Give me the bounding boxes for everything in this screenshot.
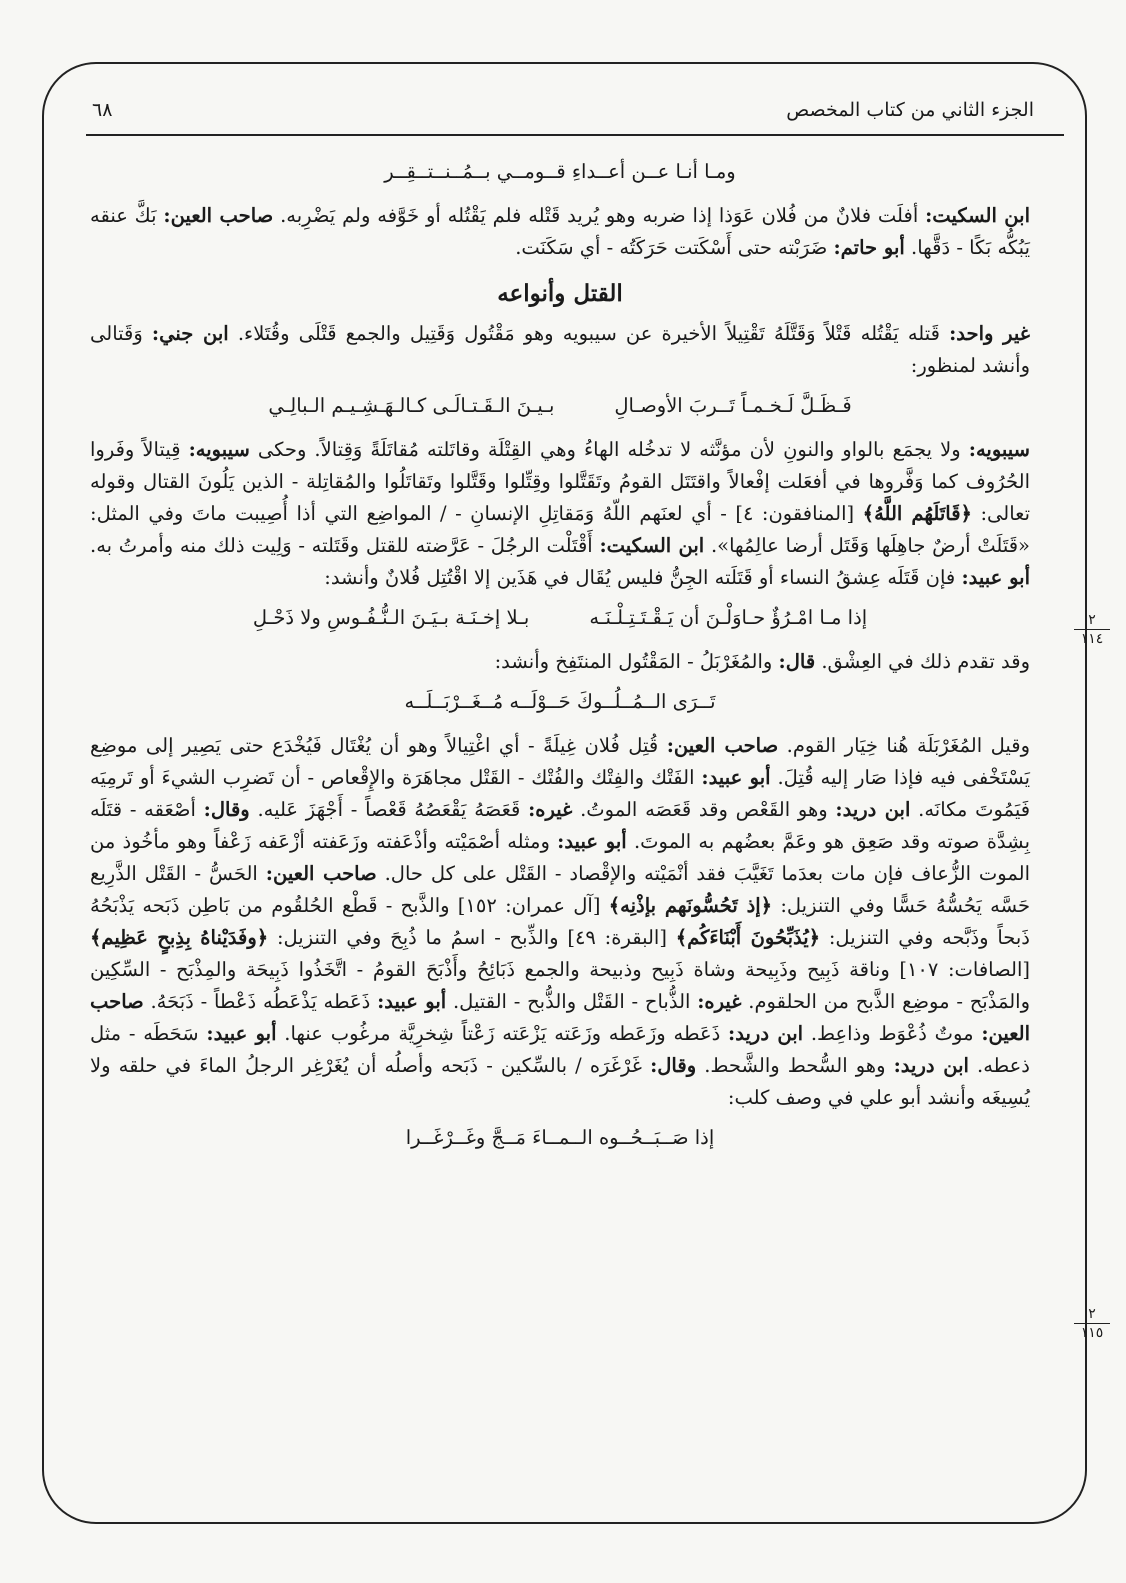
source-name: أبو عبيد: (377, 990, 447, 1013)
page-number: ٦٨ (92, 99, 113, 121)
paragraph: سيبويه: ولا يجمَع بالواو والنونِ لأن مؤنَّثه لا تدخُله الهاءُ وهي القِتْلَة وقاتَلته مُقاتَلَةً وَقِتالاً. وحكى سيبويه: قِيتالاً وفَروا الحُرُوف كما وَفَّروها في أفعَلت إفْعالاً واقتَتَل القومُ وتَقَتَّلوا وقِتِّلوا وقَتَّلوا وتَقاتَلُوا والمُقاتِلة - الذين يَلُونَ القتال وقوله تعالى: ﴿قَاتَلَهُم اللَّهُ﴾ [المنافقون: ٤] - أي لعنَهم اللّهُ وَمَقاتِلِ الإنسانِ - / المواضِع التي أذا أُصِيبت ماتَ وفي المثل: «قَتَلَتْ أرضٌ جاهِلَها وَقَتَل أرضا عالِمُها». ابن السكيت: أَقْتَلْت الرجُلَ - عَرَّضته للقتل وقَتَلته - وَلِيت ذلك منه وأمرتُ به. أبو عبيد: فإن قَتَلَه عِشقُ النساء أو قَتَلَته الجِنُّ فليس يُقَال في هَذَين إلا اقْتُتِل فُلانٌ وأنشد: (90, 438, 1031, 589)
source-name: قال: (778, 650, 816, 673)
header-rule (86, 134, 1064, 136)
source-name: سيبويه: (968, 438, 1031, 461)
source-name: غيره: (528, 798, 573, 821)
hemistich-right: إذا مـا امْـرُؤٌ حـاوَلْـنَ أن يَـقْـتَـتِـلْـنَـه (589, 606, 868, 629)
verse-line (90, 602, 1030, 634)
quran-quote: ﴿وفَدَيْناهُ بِذِبحٍ عَظِيم﴾ (90, 926, 269, 949)
paragraph: وقيل المُغَرْبَلَة هُنا خِيَار القوم. صاحب العين: قُتِل فُلان غِيلَةً - أي اغْتِيالاً وهو أن يُغْتَال فَيُخْدَع حتى يَصِير إلى موضِع يَسْتَخْفى فيه فإذا صَار إليه قُتِلَ. أبو عبيد: الفَتْك والفِتْك والفُتْك - القَتْل مجاهَرَة والإِقْعاص - أن تَضرِب الشيءَ أو تَرمِيَه فَيَمُوتَ مكانَه. ابن دريد: وهو القَعْص وقد قَعَصَه الموتُ. غيره: قَعَصَهُ يَقْعَصُهُ قَعْصاً - أَجْهَزَ عَليه. وقال: أصْعَقه - قتَلَه بِشِدَّة صوته وقد صَعِق هو وعَمَّ بعضُهم به الموتَ. أبو عبيد: ومثله أصْمَيْته وأذْعَفته وزَعَفته أزْعَفه زَعْفاً وهو مأخُوذ من الموت الزُّعاف فإن مات بعدَما تَغَيَّبَ فقد أنْمَيْته والإقْصاد - القَتْل على كل حال. صاحب العين: الحَسُّ - القَتْل الذَّرِيع حَسَّه يَحُسُّهُ حَسًّا وفي التنزيل: ﴿إذ تَحُسُّونَهم بإذْنِه﴾ [آل عمران: ١٥٢] والذَّبح - قَطْع الحُلقُوم من بَاطِن ذَبَحه يَذْبَحُهُ ذَبحاً وذَبَّحه وفي التنزيل: ﴿يُذَبِّحُونَ أَبْنَاءَكُم﴾ [البقرة: ٤٩] والذِّبح - اسمُ ما ذُبِحَ وفي التنزيل: ﴿وفَدَيْناهُ بِذِبحٍ عَظِيم﴾ [الصافات: ١٠٧] وناقة ذَبِيح وذَبِيحة وشاة ذَبِيح وذبيحة والجمع ذَبَائِحُ وأَذْبَحَ القومُ - اتَّخَذُوا ذَبِيحَة والمِذْبَح - السِّكِين والمَذْبَح - موضِع الذَّبح من الحلقوم. غيره: الذُّباح - القَتْل والذُّبح - القتيل. أبو عبيد: ذَعَطه يَذْعَطُه ذَعْطاً - ذَبَحَهُ. صاحب العين: موتٌ ذُعْوَط وذاعِط. ابن دريد: ذَعَطه وزَعَطه وزَعَته يَزْعَته زَعْتاً شِخرِيَّة مرغُوب عنها. أبو عبيد: سَحَطَه - مثل ذعطه. ابن دريد: وهو السُّحط والشَّحط. وقال: غَرْغَرَه / بالسِّكين - ذَبَحه وأصلُه أن يُغَرْغِر الرجلُ الماءَ في حلقه ولا يُسِيغَه وأنشد أبو علي في وصف كلب: (90, 734, 1031, 1109)
source-name: أبو عبيد: (206, 1022, 277, 1045)
source-name: أبو عبيد: (961, 566, 1030, 589)
source-name: غيره: (697, 990, 742, 1013)
verse-line: ومـا أنـا عــن أعــداءِ قــومــي بــمُــنــتــقِــر (384, 160, 736, 183)
paragraph: ابن السكيت: أفلَت فلانٌ من فُلان عَوَذا إذا ضربه وهو يُريد قَتْله فلم يَقْتُله أو خَوَّفه ولم يَضْرِبه. صاحب العين: بَكَّ عنقه يَبُكُّه بَكًا - دَقَّها. أبو حاتم: ضَرَبْته حتى أَسْكَتت حَرَكَتُه - أي سَكَنَت. (90, 204, 1030, 259)
source-name: ابن دريد: (893, 1054, 969, 1077)
page-body (90, 148, 1030, 1166)
source-name: صاحب العين: (265, 862, 377, 885)
page-header (92, 90, 1034, 130)
source-name: وقال: (203, 798, 250, 821)
paragraph: وقد تقدم ذلك في العِشْق. قال: والمُغَرْبَلُ - المَقْتُول المنتَفِخ وأنشد: (494, 650, 1030, 673)
verse-line: إذا صَــبَــحُــوه الــمــاءَ مَــجَّ وغَــرْغَــرا (405, 1126, 715, 1149)
quran-quote: ﴿قَاتَلَهُم اللَّهُ﴾ (862, 502, 972, 525)
source-name: سيبويه: (188, 438, 250, 461)
verse-line: تَــرَى الــمُــلُــوكَ حَــوْلَــه مُــغَــرْبَــلَــه (404, 690, 716, 713)
source-name: أبو حاتم: (833, 236, 905, 259)
source-name: صاحب العين: (90, 990, 1031, 1045)
quran-quote: ﴿إذ تَحُسُّونَهم بإذْنِه﴾ (608, 894, 773, 917)
source-name: ابن جني: (151, 322, 229, 345)
source-name: ابن السكيت: (599, 534, 705, 557)
source-name: ابن دريد: (728, 1022, 804, 1045)
verse-line (90, 390, 1030, 422)
margin-note-114: ٢ ١١٤ (1074, 612, 1110, 647)
margin-note-115: ٢ ١١٥ (1074, 1306, 1110, 1341)
source-name: أبو عبيد: (701, 766, 771, 789)
hemistich-left: بـيـنَ الـقَـتـالَـى كـالـهَـشِـيـم الـبالِـي (268, 394, 555, 417)
source-name: صاحب العين: (163, 204, 274, 227)
source-name: وقال: (650, 1054, 697, 1077)
section-heading: القتل وأنواعه (497, 280, 623, 307)
source-name: ابن السكيت: (925, 204, 1030, 227)
source-name: صاحب العين: (666, 734, 779, 757)
quran-quote: ﴿يُذَبِّحُونَ أَبْنَاءَكُم﴾ (675, 926, 821, 949)
source-name: أبو عبيد: (557, 830, 627, 853)
running-title: الجزء الثاني من كتاب المخصص (786, 99, 1034, 121)
source-name: ابن دريد: (835, 798, 911, 821)
hemistich-left: بـلا إخـنَـة بـيَـنَ الـنُّـفُـوسِ ولا ذَحْـلِ (252, 606, 530, 629)
paragraph: غير واحد: قَتله يَقْتُله قَتْلاً وَقَتَّلَهُ تَقْتِيلاً الأخيرة عن سيبويه وهو مَقْتُول وَقَتِيل والجمع قَتْلَى وقُتَلاء. ابن جني: وَقَتالى وأنشد لمنظور: (90, 322, 1031, 377)
hemistich-right: فَـظَـلَّ لَـخـمـاً تَــربَ الأوصـالِ (614, 394, 852, 417)
source-name: غير واحد: (949, 322, 1031, 345)
